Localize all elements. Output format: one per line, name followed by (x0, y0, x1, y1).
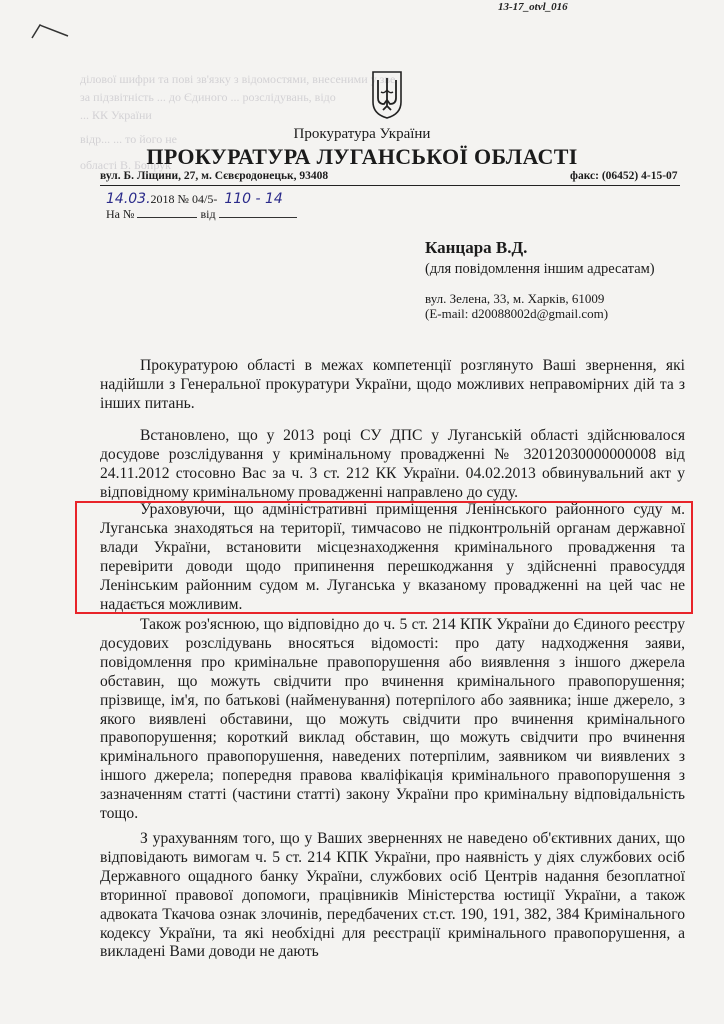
office-address: вул. Б. Ліщини, 27, м. Сєвєродонецьк, 93408 (100, 170, 329, 182)
reply-reference (106, 207, 297, 222)
reply-from-label: від (200, 207, 216, 221)
bleed-line: відр... ... то його не (80, 132, 177, 146)
highlight-box (75, 501, 693, 614)
handwritten-number: 110 - 14 (224, 191, 283, 207)
header-divider (100, 185, 680, 186)
paragraph-conclusion: З урахуванням того, що у Ваших зверненнях не наведено об'єктивних даних, що відповідають вимогам ч. 5 ст. 214 КПК України, про наявність у діях службових осіб Державного ощадного банку України, службових осіб Центрів надання безоплатної вторинної правової допомоги, працівників Міністерства юстиції України, а також адвоката Ткачова ознак злочинів, передбачених ст.ст. 190, 191, 382, 384 Кримінального кодексу України, та які необхідні для реєстрації кримінального правопорушення, а викладені Вами доводи не дають (100, 830, 685, 961)
office-fax: факс: (06452) 4-15-07 (570, 170, 678, 182)
handwritten-date: 14.03. (106, 191, 151, 207)
bleed-line: ... КК України (80, 108, 152, 122)
bleed-line: області В. Бопрук (80, 158, 172, 172)
outgoing-reference (106, 191, 283, 207)
bleed-line: за підзвітність ... до Єдиного ... розслідувань, відо (80, 90, 336, 104)
recipient-note: (для повідомлення іншим адресатам) (425, 261, 655, 277)
office-title: ПРОКУРАТУРА ЛУГАНСЬКОЇ ОБЛАСТІ (146, 144, 578, 169)
recipient-street: вул. Зелена, 33, м. Харків, 61009 (425, 291, 605, 306)
reply-number-blank (137, 207, 197, 218)
trident-emblem-icon (370, 70, 404, 120)
paragraph-court-location: Ураховуючи, що адміністративні приміщення Ленінського районного суду м. Луганська знаходяться на території, тимчасово не підконтрольній органам державної влади України, встановити місцезнаходження кримінального провадження та перевірити доводи щодо припинення перешкоджання у здійсненні правосуддя Ленінським районним судом м. Луганська у вказаному провадженні на цей час не надається можливим. (100, 501, 685, 613)
paragraph-review: Прокуратурою області в межах компетенції розглянуто Ваші звернення, які надійшли з Генеральної прокуратури України, щодо можливих неправомірних дій та з інших питань. (100, 357, 685, 412)
ministry-name: Прокуратура України (293, 126, 431, 142)
pen-stroke-icon (30, 22, 70, 42)
recipient-name: Канцара В.Д. (425, 238, 528, 257)
paragraph-registry-explanation: Також роз'яснюю, що відповідно до ч. 5 ст. 214 КПК України до Єдиного реєстру досудових розслідувань вносяться відомості: про дату надходження заяви, повідомлення про кримінальне правопорушення або виявлення з іншого джерела обставин, що можуть свідчити про вчинення кримінального правопорушення; прізвище, ім'я, по батькові (найменування) потерпілого або заявника; інше джерело, з якого виявлені обставини, що можуть свідчити про вчинення кримінального правопорушення; короткий виклад обставин, що можуть свідчити про вчинення кримінального правопорушення, наведених потерпілим, заявником чи виявлених з іншого джерела; попередня правова кваліфікація кримінального правопорушення з зазначенням статті (частини статті) закону України про кримінальну відповідальність тощо. (100, 616, 685, 823)
outgoing-number-printed: 2018 № 04/5- (150, 192, 218, 206)
bleed-line: ділової шифри та пові зв'язку з відомостями, внесеними у зве (80, 72, 396, 86)
recipient-email: (E-mail: d20088002d@gmail.com) (425, 306, 609, 321)
paragraph-established: Встановлено, що у 2013 році СУ ДПС у Луганській області здійснювалося досудове розслідування у кримінальному провадженні № 32012030000000008 від 24.11.2012 стосовно Вас за ч. 3 ст. 212 КК України. 04.02.2013 обвинувальний акт у відповідному кримінальному провадженні направлено до суду. (100, 427, 685, 501)
document-reference-code: 13-17_otvl_016 (498, 1, 568, 13)
reply-prefix: На № (106, 207, 135, 221)
reply-date-blank (219, 207, 297, 218)
